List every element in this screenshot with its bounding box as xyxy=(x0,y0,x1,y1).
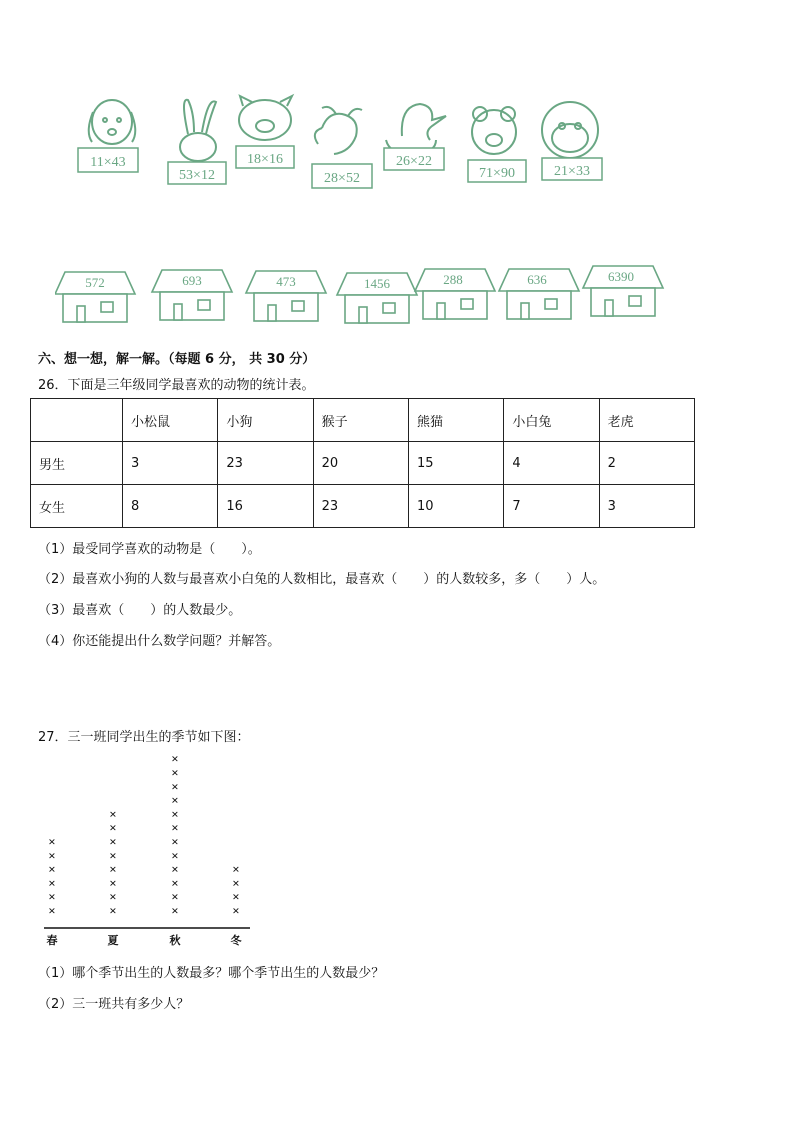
house-row xyxy=(55,258,670,328)
tally-mark: × xyxy=(48,847,56,863)
table-cell: 3 xyxy=(123,442,218,485)
table-header-row xyxy=(31,399,695,442)
table-cell: 4 xyxy=(504,442,599,485)
table-cell: 15 xyxy=(408,442,503,485)
table-header-cell: 小狗 xyxy=(218,399,313,442)
tally-mark: × xyxy=(171,861,179,877)
house-window xyxy=(461,299,473,309)
house-number: 6390 xyxy=(608,269,634,284)
animal-stats-table xyxy=(30,398,695,528)
tally-mark: × xyxy=(109,903,117,918)
house-number: 693 xyxy=(182,273,202,288)
tally-mark: × xyxy=(109,875,117,891)
question-26-sub-1: （1）最受同学喜欢的动物是（ ）。 xyxy=(38,542,261,557)
tally-mark: × xyxy=(48,903,56,918)
house-door xyxy=(174,304,182,320)
question-26-sub-2: （2）最喜欢小狗的人数与最喜欢小白兔的人数相比，最喜欢（ ）的人数较多，多（ ）人。 xyxy=(38,572,606,587)
house-window xyxy=(101,302,113,312)
tally-mark: × xyxy=(232,903,240,918)
duck-card-expr: 26×22 xyxy=(396,154,432,169)
pig-card-expr: 18×16 xyxy=(247,152,283,167)
house-door xyxy=(268,305,276,321)
question-27-sub-1: （1）哪个季节出生的人数最多？哪个季节出生的人数最少？ xyxy=(38,966,385,981)
table-header-cell: 小白兔 xyxy=(504,399,599,442)
table-cell: 20 xyxy=(313,442,408,485)
table-cell: 8 xyxy=(123,485,218,528)
table-cell: 7 xyxy=(504,485,599,528)
house-door xyxy=(521,303,529,319)
category-label: 秋 xyxy=(169,935,181,947)
house-body xyxy=(254,293,318,321)
tally-mark: × xyxy=(48,834,56,849)
house-window xyxy=(383,303,395,313)
tally-mark: × xyxy=(48,889,56,905)
tally-mark: × xyxy=(171,903,179,918)
house-window xyxy=(545,299,557,309)
table-cell: 23 xyxy=(313,485,408,528)
tally-mark: × xyxy=(171,765,179,780)
monkey-icon xyxy=(542,102,598,158)
house-body xyxy=(63,294,127,322)
tally-mark: × xyxy=(48,875,56,891)
house-number: 473 xyxy=(276,274,296,289)
section-title: 六、想一想，解一解。（每题 6 分， 共 30 分） xyxy=(38,352,316,367)
table-header-cell: 猴子 xyxy=(313,399,408,442)
tally-mark: × xyxy=(109,847,117,863)
row-label: 男生 xyxy=(31,442,123,485)
tally-mark: × xyxy=(48,861,56,877)
goat-card-expr: 28×52 xyxy=(324,171,360,186)
house-door xyxy=(605,300,613,316)
tally-mark: × xyxy=(109,806,117,822)
question-27-sub-2: （2）三一班共有多少人？ xyxy=(38,997,190,1012)
tally-mark: × xyxy=(109,861,117,877)
table-header-cell: 小松鼠 xyxy=(123,399,218,442)
tally-mark: × xyxy=(171,778,179,794)
house-window xyxy=(629,296,641,306)
table-header-cell: 熊猫 xyxy=(408,399,503,442)
bear-card-expr: 71×90 xyxy=(479,166,515,181)
tally-mark: × xyxy=(109,889,117,905)
tally-mark: × xyxy=(171,875,179,891)
rabbit-icon xyxy=(180,100,216,161)
animal-cards xyxy=(60,92,620,192)
house-body xyxy=(507,291,571,319)
dog-icon xyxy=(89,100,136,144)
duck-icon xyxy=(386,104,446,154)
house-number: 1456 xyxy=(364,276,390,291)
tally-mark: × xyxy=(232,875,240,891)
house-door xyxy=(77,306,85,322)
season-pictograph xyxy=(40,752,260,950)
table-cell: 23 xyxy=(218,442,313,485)
bear-icon xyxy=(472,107,516,154)
tally-mark: × xyxy=(171,792,179,808)
house-number: 288 xyxy=(443,272,463,287)
house-window xyxy=(292,301,304,311)
category-label: 春 xyxy=(46,935,58,947)
goat-icon xyxy=(315,107,362,154)
table-row xyxy=(31,442,695,485)
monkey-card-expr: 21×33 xyxy=(554,164,590,179)
table-cell: 3 xyxy=(599,485,694,528)
tally-mark: × xyxy=(171,889,179,905)
question-26-sub-3: （3）最喜欢（ ）的人数最少。 xyxy=(38,603,242,618)
category-label: 夏 xyxy=(107,935,119,947)
tally-mark: × xyxy=(232,861,240,877)
table-header-cell: 老虎 xyxy=(599,399,694,442)
tally-mark: × xyxy=(171,752,179,767)
question-26-intro: 26．下面是三年级同学最喜欢的动物的统计表。 xyxy=(38,378,315,393)
row-label: 女生 xyxy=(31,485,123,528)
house-number: 572 xyxy=(85,275,105,290)
tally-mark: × xyxy=(232,889,240,905)
table-cell: 16 xyxy=(218,485,313,528)
tally-mark: × xyxy=(171,847,179,863)
category-label: 冬 xyxy=(230,935,242,947)
house-body xyxy=(345,295,409,323)
tally-mark: × xyxy=(109,834,117,849)
question-26-sub-4: （4）你还能提出什么数学问题？并解答。 xyxy=(38,634,281,649)
tally-mark: × xyxy=(171,834,179,849)
dog-card-expr: 11×43 xyxy=(90,155,126,170)
rabbit-card-expr: 53×12 xyxy=(179,168,215,183)
question-27-intro: 27．三一班同学出生的季节如下图： xyxy=(38,730,250,745)
house-window xyxy=(198,300,210,310)
tally-mark: × xyxy=(109,820,117,836)
house-body xyxy=(591,288,655,316)
table-cell: 10 xyxy=(408,485,503,528)
house-body xyxy=(160,292,224,320)
house-number: 636 xyxy=(527,272,547,287)
table-cell xyxy=(31,399,123,442)
house-body xyxy=(423,291,487,319)
table-cell: 2 xyxy=(599,442,694,485)
house-door xyxy=(359,307,367,323)
house-door xyxy=(437,303,445,319)
pig-icon xyxy=(239,96,292,140)
tally-mark: × xyxy=(171,806,179,822)
table-row xyxy=(31,485,695,528)
tally-mark: × xyxy=(171,820,179,836)
